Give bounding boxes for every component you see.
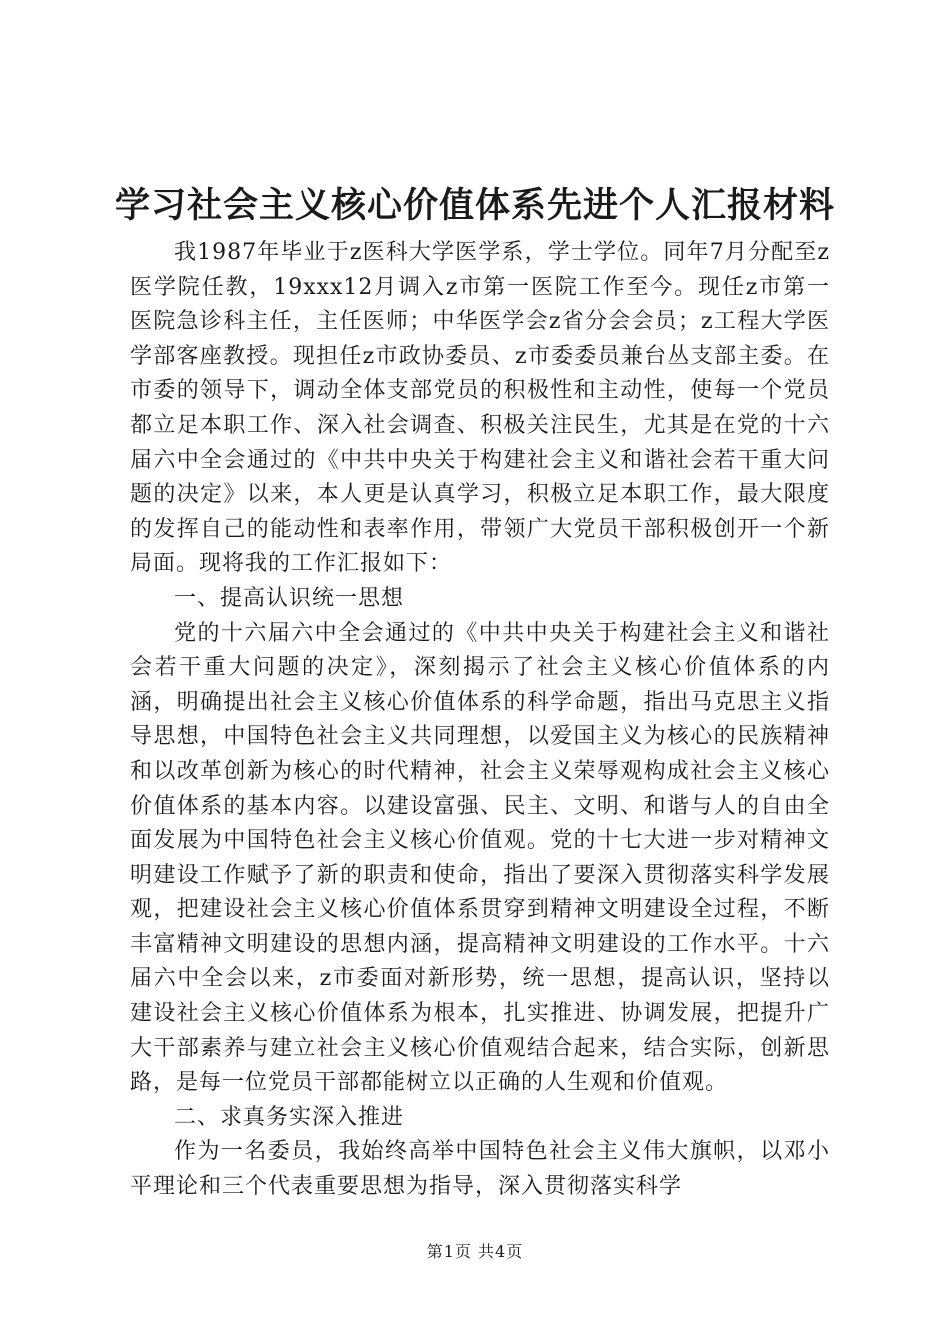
- section-1-paragraph: 党的十六届六中全会通过的《中共中央关于构建社会主义和谐社会若干重大问题的决定》，深刻揭示了社会主义核心价值体系的内涵，明确提出社会主义核心价值体系的科学命题，指出马克思主义指导思想，中国特色社会主义共同理想，以爱国主义为核心的民族精神和以改革创新为核心的时代精神，社会主义荣辱观构成社会主义核心价值体系的基本内容。以建设富强、民主、文明、和谐与人的自由全面发展为中国特色社会主义核心价值观。党的十七大进一步对精神文明建设工作赋予了新的职责和使命，指出了要深入贯彻落实科学发展观，把建设社会主义核心价值体系贯穿到精神文明建设全过程，不断丰富精神文明建设的思想内涵，提高精神文明建设的工作水平。十六届六中全会以来，z市委面对新形势，统一思想，提高认识，坚持以建设社会主义核心价值体系为根本，扎实推进、协调发展，把提升广大干部素养与建立社会主义核心价值观结合起来，结合实际，创新思路，是每一位党员干部都能树立以正确的人生观和价值观。: [130, 620, 830, 1096]
- document-body: [130, 236, 830, 1205]
- page-number-footer: 第1页 共4页: [426, 1242, 524, 1261]
- section-2-paragraph: 作为一名委员，我始终高举中国特色社会主义伟大旗帜，以邓小平理论和三个代表重要思想为指导，深入贯彻落实科学: [130, 1139, 830, 1200]
- document-title: 学习社会主义核心价值体系先进个人汇报材料: [114, 186, 835, 226]
- section-heading-2: 二、求真务实深入推进: [174, 1104, 405, 1130]
- section-heading-1: 一、提高认识统一思想: [174, 585, 405, 611]
- intro-paragraph: 我1987年毕业于z医科大学医学系，学士学位。同年7月分配至z医学院任教，19xxx12月调入z市第一医院工作至今。现任z市第一医院急诊科主任，主任医师；中华医学会z省分会会员；z工程大学医学部客座教授。现担任z市政协委员、z市委委员兼台丛支部主委。在市委的领导下，调动全体支部党员的积极性和主动性，使每一个党员都立足本职工作、深入社会调查、积极关注民生，尤其是在党的十六届六中全会通过的《中共中央关于构建社会主义和谐社会若干重大问题的决定》以来，本人更是认真学习，积极立足本职工作，最大限度的发挥自己的能动性和表率作用，带领广大党员干部积极创开一个新局面。现将我的工作汇报如下：: [130, 240, 830, 577]
